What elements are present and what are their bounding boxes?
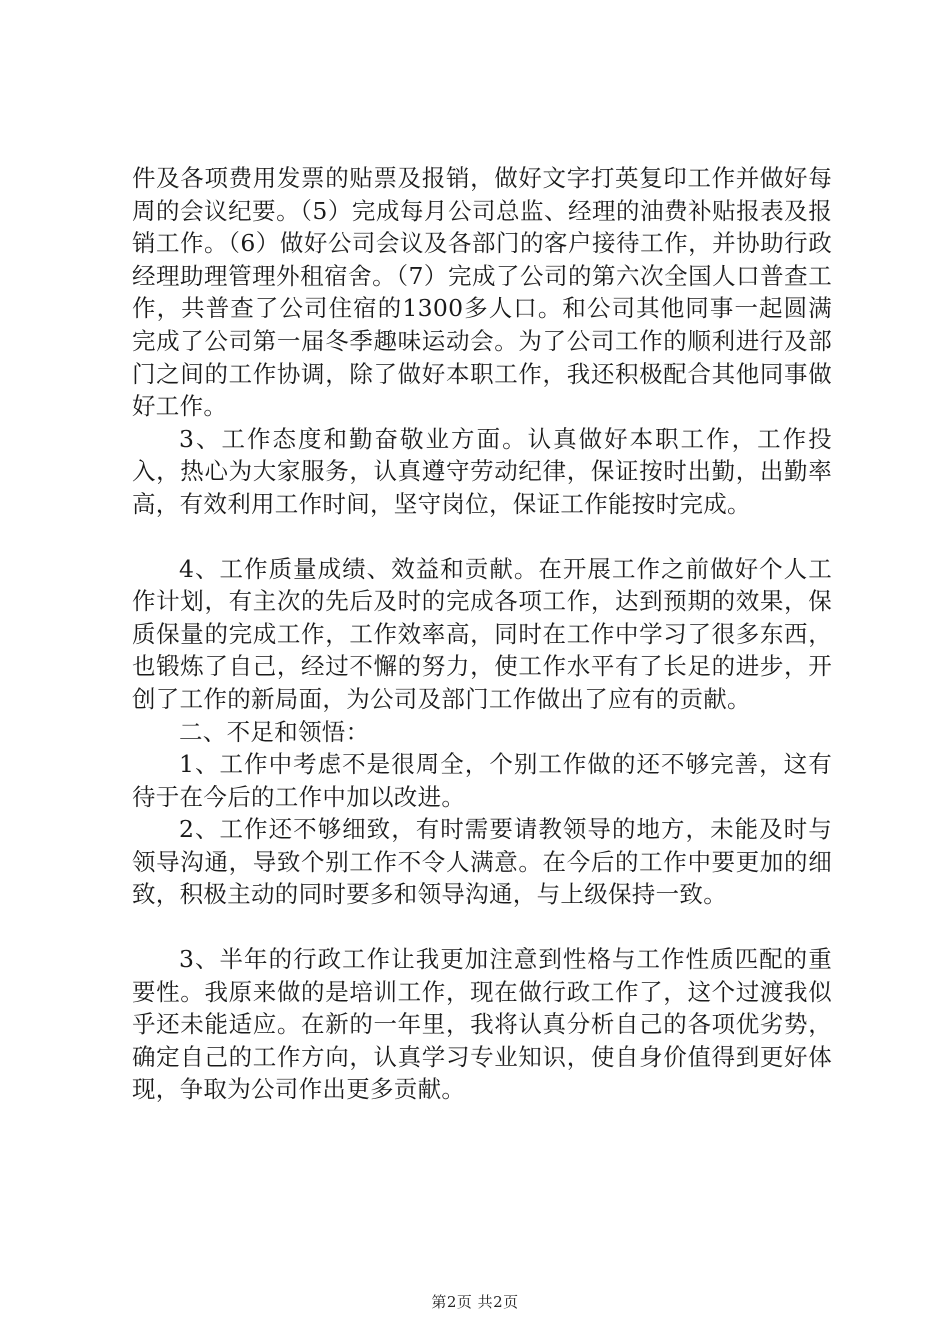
page-number-label: 第2页 共2页: [431, 1293, 519, 1311]
paragraph-continuation: 件及各项费用发票的贴票及报销，做好文字打英复印工作并做好每周的会议纪要。（5）完成每月公司总监、经理的油费补贴报表及报销工作。（6）做好公司会议及各部门的客户接待工作，并协助行政经理助理管理外租宿舍。（7）完成了公司的第六次全国人口普查工作，共普查了公司住宿的1300多人口。和公司其他同事一起圆满完成了公司第一届冬季趣味运动会。为了公司工作的顺利进行及部门之间的工作协调，除了做好本职工作，我还积极配合其他同事做好工作。: [132, 164, 832, 421]
paragraph-shortcoming-2: 2、工作还不够细致，有时需要请教领导的地方，未能及时与领导沟通，导致个别工作不令人满意。在今后的工作中要更加的细致，积极主动的同时要多和领导沟通，与上级保持一致。: [132, 815, 832, 909]
paragraph-shortcoming-3: 3、半年的行政工作让我更加注意到性格与工作性质匹配的重要性。我原来做的是培训工作，现在做行政工作了，这个过渡我似乎还未能适应。在新的一年里，我将认真分析自己的各项优劣势，确定自己的工作方向，认真学习专业知识，使自身价值得到更好体现，争取为公司作出更多贡献。: [132, 945, 832, 1104]
paragraph-shortcoming-1: 1、工作中考虑不是很周全，个别工作做的还不够完善，这有待于在今后的工作中加以改进。: [132, 750, 832, 811]
paragraph-work-attitude: 3、工作态度和勤奋敬业方面。认真做好本职工作，工作投入，热心为大家服务，认真遵守劳动纪律，保证按时出勤，出勤率高，有效利用工作时间，坚守岗位，保证工作能按时完成。: [132, 424, 832, 518]
section-heading-shortcomings: 二、不足和领悟：: [179, 717, 370, 746]
document-body: [132, 162, 832, 1106]
page-footer: [0, 1291, 950, 1312]
paragraph-work-quality: 4、工作质量成绩、效益和贡献。在开展工作之前做好个人工作计划，有主次的先后及时的完成各项工作，达到预期的效果，保质保量的完成工作，工作效率高，同时在工作中学习了很多东西，也锻炼了自己，经过不懈的努力，使工作水平有了长足的进步，开创了工作的新局面，为公司及部门工作做出了应有的贡献。: [132, 554, 832, 713]
